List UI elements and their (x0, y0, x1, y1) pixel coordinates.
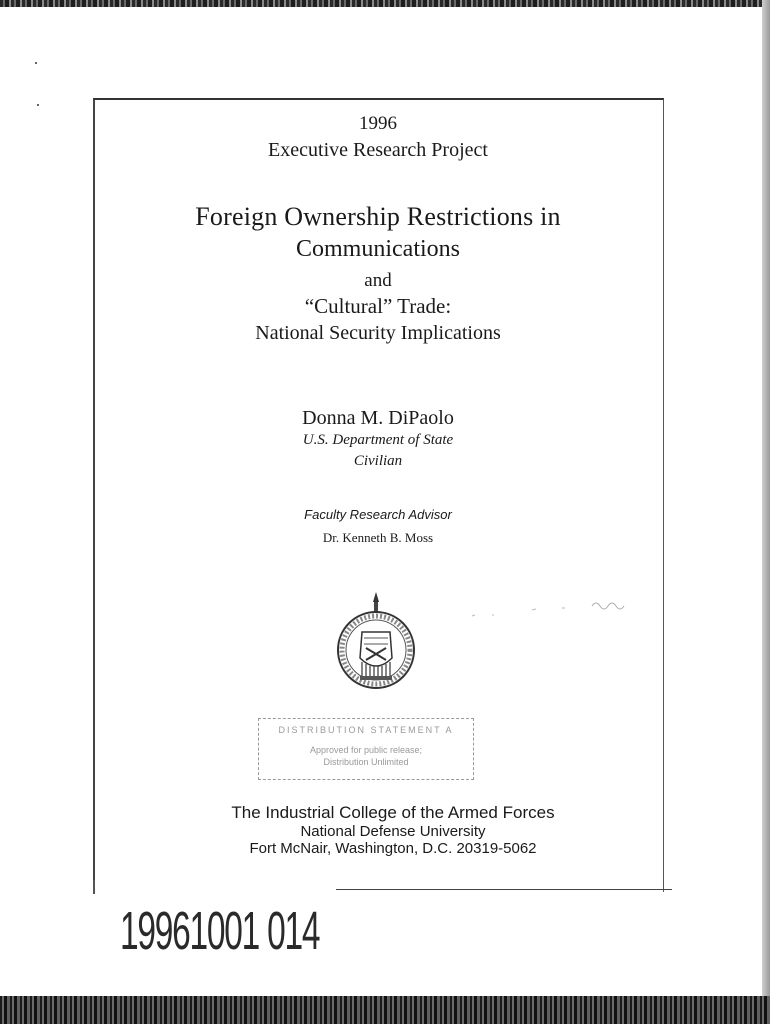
report-year: 1996 (359, 113, 397, 134)
author-name: Donna M. DiPaolo (302, 407, 454, 429)
report-series: Executive Research Project (268, 139, 488, 161)
stamp-line-1: DISTRIBUTION STATEMENT A (278, 725, 454, 735)
title-line-1: Foreign Ownership Restrictions in (195, 202, 561, 231)
title-line-4: “Cultural” Trade: (304, 294, 452, 318)
advisor-label: Faculty Research Advisor (304, 507, 452, 522)
distribution-stamp (258, 718, 474, 780)
university-name: National Defense University (300, 823, 486, 840)
advisor-name: Dr. Kenneth B. Moss (322, 530, 434, 545)
author-status: Civilian (353, 453, 403, 469)
title-line-2: Communications (296, 236, 460, 262)
scan-edge-right (762, 0, 770, 1024)
page-frame-bottom (336, 889, 672, 890)
scan-speck (35, 62, 37, 64)
title-line-5: National Security Implications (255, 322, 501, 344)
institution-address: Fort McNair, Washington, D.C. 20319-5062 (249, 840, 537, 857)
document-number: 19961001 014 (120, 901, 320, 961)
page-frame-tail (93, 880, 95, 894)
scan-edge-bottom (0, 996, 770, 1024)
author-department: U.S. Department of State (302, 432, 454, 448)
scan-edge-top (0, 0, 770, 7)
institution-name: The Industrial College of the Armed Forces (231, 803, 555, 822)
faint-handwriting-mark (462, 596, 642, 622)
stamp-line-2: Approved for public release; (309, 745, 423, 755)
stamp-line-3: Distribution Unlimited (323, 757, 409, 767)
scan-speck (37, 104, 39, 106)
title-line-3: and (364, 270, 392, 291)
ndu-seal-icon (332, 588, 420, 698)
